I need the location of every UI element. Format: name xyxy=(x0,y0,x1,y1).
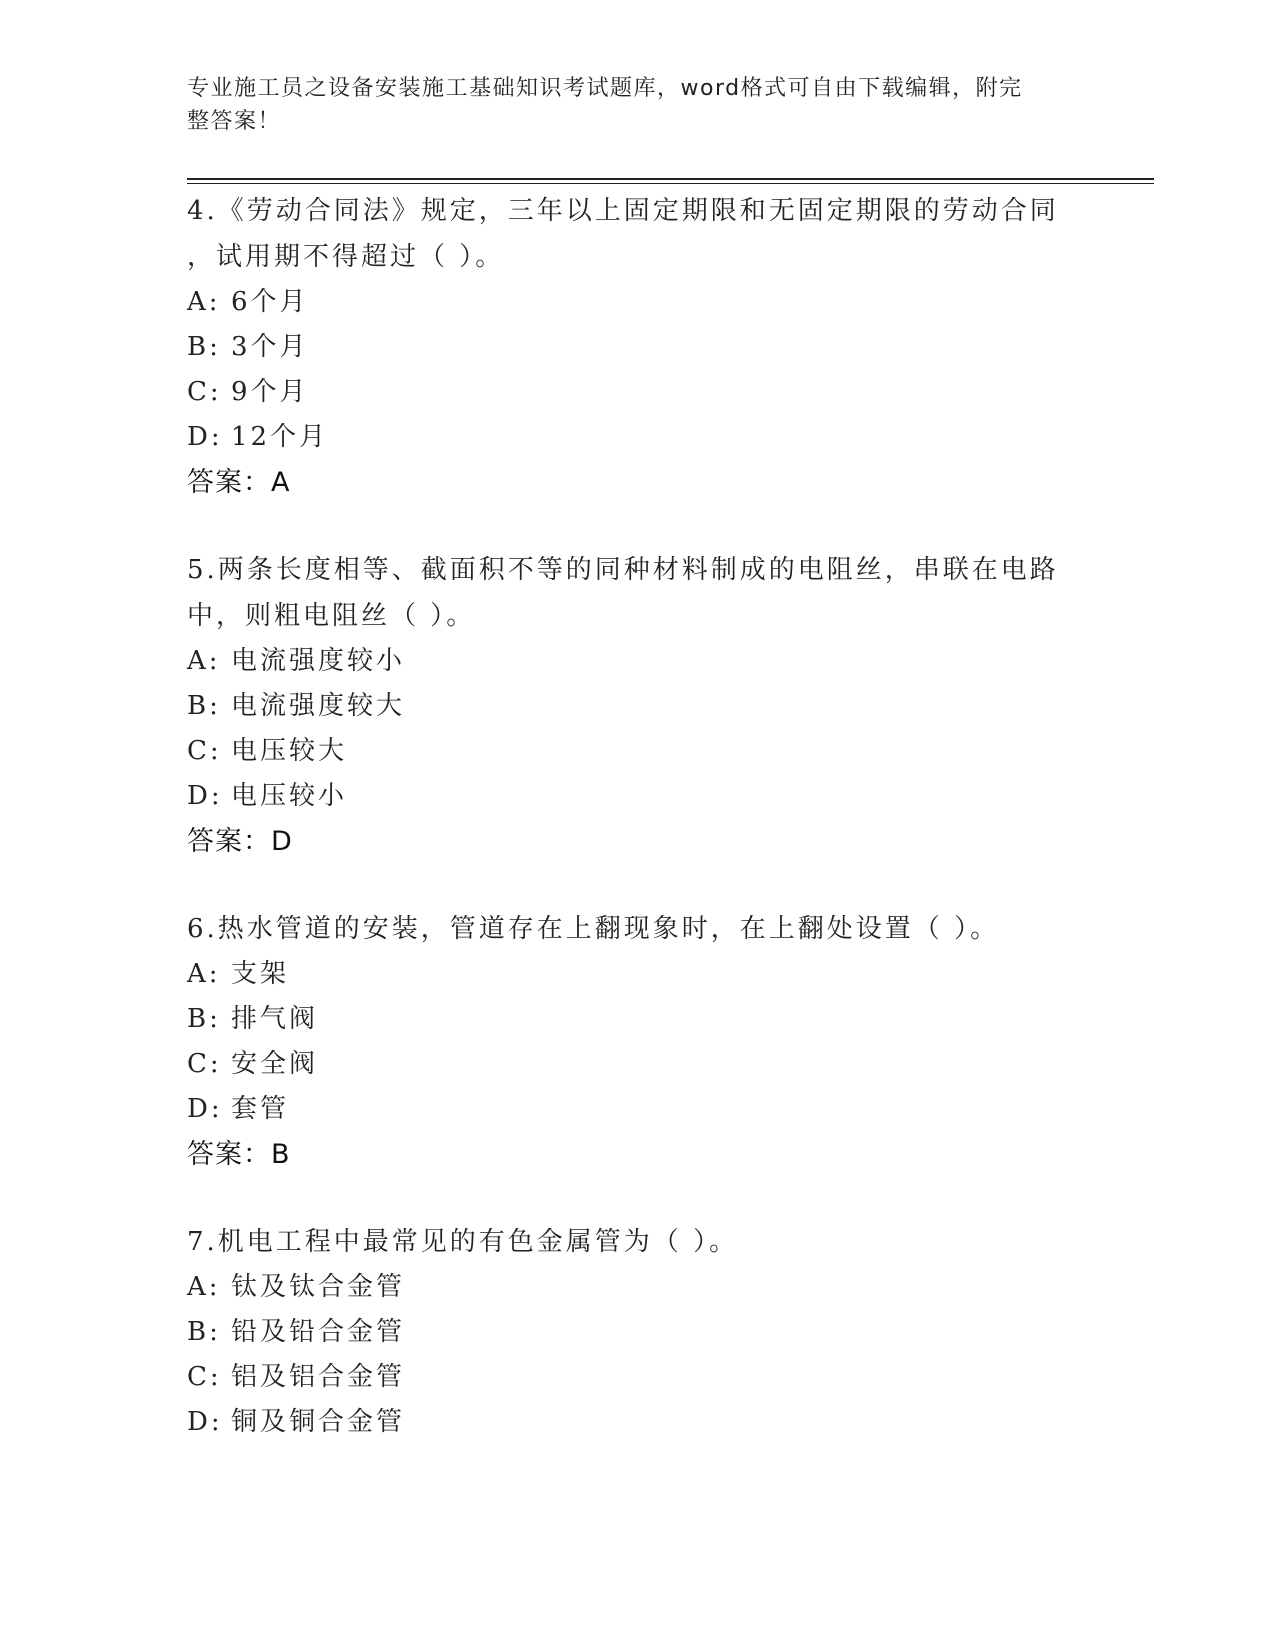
option-text: 电流强度较大 xyxy=(231,691,406,721)
header-line-2: 整答案！ xyxy=(187,109,282,134)
option-label: C: xyxy=(187,1362,222,1392)
question-stem-line: 7.机电工程中最常见的有色金属管为（ ）。 xyxy=(187,1227,739,1257)
question-4 xyxy=(187,188,1087,506)
option-text: 12个月 xyxy=(231,422,329,452)
option-label: A: xyxy=(187,1272,221,1302)
option-label: B: xyxy=(187,691,221,721)
question-stem-line: 5.两条长度相等、截面积不等的同种材料制成的电阻丝，串联在电路 xyxy=(187,555,1059,585)
option-text: 铅及铅合金管 xyxy=(231,1317,406,1347)
option-label: C: xyxy=(187,377,222,407)
option-text: 电流强度较小 xyxy=(231,646,406,676)
header-divider-thin xyxy=(187,183,1154,184)
option-text: 钛及钛合金管 xyxy=(231,1272,406,1302)
question-stem-line: 中，则粗电阻丝（ ）。 xyxy=(187,601,476,631)
header-divider-thick xyxy=(187,178,1154,180)
answer-prefix: 答案： xyxy=(187,826,271,857)
answer-value: D xyxy=(271,826,293,857)
option-text: 支架 xyxy=(231,959,290,989)
option-label: C: xyxy=(187,1049,222,1079)
option-label: C: xyxy=(187,736,222,766)
option-a xyxy=(187,639,1087,684)
answer-prefix: 答案： xyxy=(187,1139,271,1170)
header-line-1: 专业施工员之设备安装施工基础知识考试题库，word格式可自由下载编辑，附完 xyxy=(187,76,1023,101)
option-c xyxy=(187,370,1087,415)
option-text: 6个月 xyxy=(231,287,309,317)
option-label: A: xyxy=(187,646,221,676)
option-label: D: xyxy=(187,422,223,452)
question-6 xyxy=(187,906,1087,1178)
option-text: 铜及铜合金管 xyxy=(231,1407,406,1437)
option-text: 3个月 xyxy=(231,332,309,362)
option-b xyxy=(187,1310,1087,1355)
answer-line xyxy=(187,460,1087,506)
option-d xyxy=(187,1087,1087,1132)
option-label: D: xyxy=(187,1407,223,1437)
option-label: B: xyxy=(187,332,221,362)
option-b xyxy=(187,684,1087,729)
option-label: D: xyxy=(187,781,223,811)
option-label: D: xyxy=(187,1094,223,1124)
option-a xyxy=(187,280,1087,325)
document-header xyxy=(187,72,1067,138)
option-text: 铝及铝合金管 xyxy=(231,1362,406,1392)
option-label: A: xyxy=(187,959,221,989)
option-text: 排气阀 xyxy=(231,1004,319,1034)
option-label: B: xyxy=(187,1004,221,1034)
option-b xyxy=(187,997,1087,1042)
option-label: A: xyxy=(187,287,221,317)
option-d xyxy=(187,415,1087,460)
question-stem-line: ，试用期不得超过（ ）。 xyxy=(187,242,505,272)
question-stem-line: 6.热水管道的安装，管道存在上翻现象时，在上翻处设置（ ）。 xyxy=(187,914,1000,944)
answer-line xyxy=(187,1132,1087,1178)
answer-value: A xyxy=(271,467,291,498)
question-5 xyxy=(187,547,1087,865)
option-a xyxy=(187,1265,1087,1310)
option-text: 电压较小 xyxy=(231,781,348,811)
answer-value: B xyxy=(271,1139,291,1170)
question-list xyxy=(187,188,1087,1486)
question-stem-line: 4.《劳动合同法》规定，三年以上固定期限和无固定期限的劳动合同 xyxy=(187,196,1059,226)
option-text: 安全阀 xyxy=(231,1049,319,1079)
answer-line xyxy=(187,819,1087,865)
option-text: 9个月 xyxy=(231,377,309,407)
option-a xyxy=(187,952,1087,997)
option-d xyxy=(187,774,1087,819)
option-c xyxy=(187,729,1087,774)
option-c xyxy=(187,1042,1087,1087)
option-d xyxy=(187,1400,1087,1445)
answer-prefix: 答案： xyxy=(187,467,271,498)
option-text: 电压较大 xyxy=(231,736,348,766)
option-text: 套管 xyxy=(231,1094,290,1124)
option-label: B: xyxy=(187,1317,221,1347)
option-b xyxy=(187,325,1087,370)
question-7 xyxy=(187,1219,1087,1445)
option-c xyxy=(187,1355,1087,1400)
